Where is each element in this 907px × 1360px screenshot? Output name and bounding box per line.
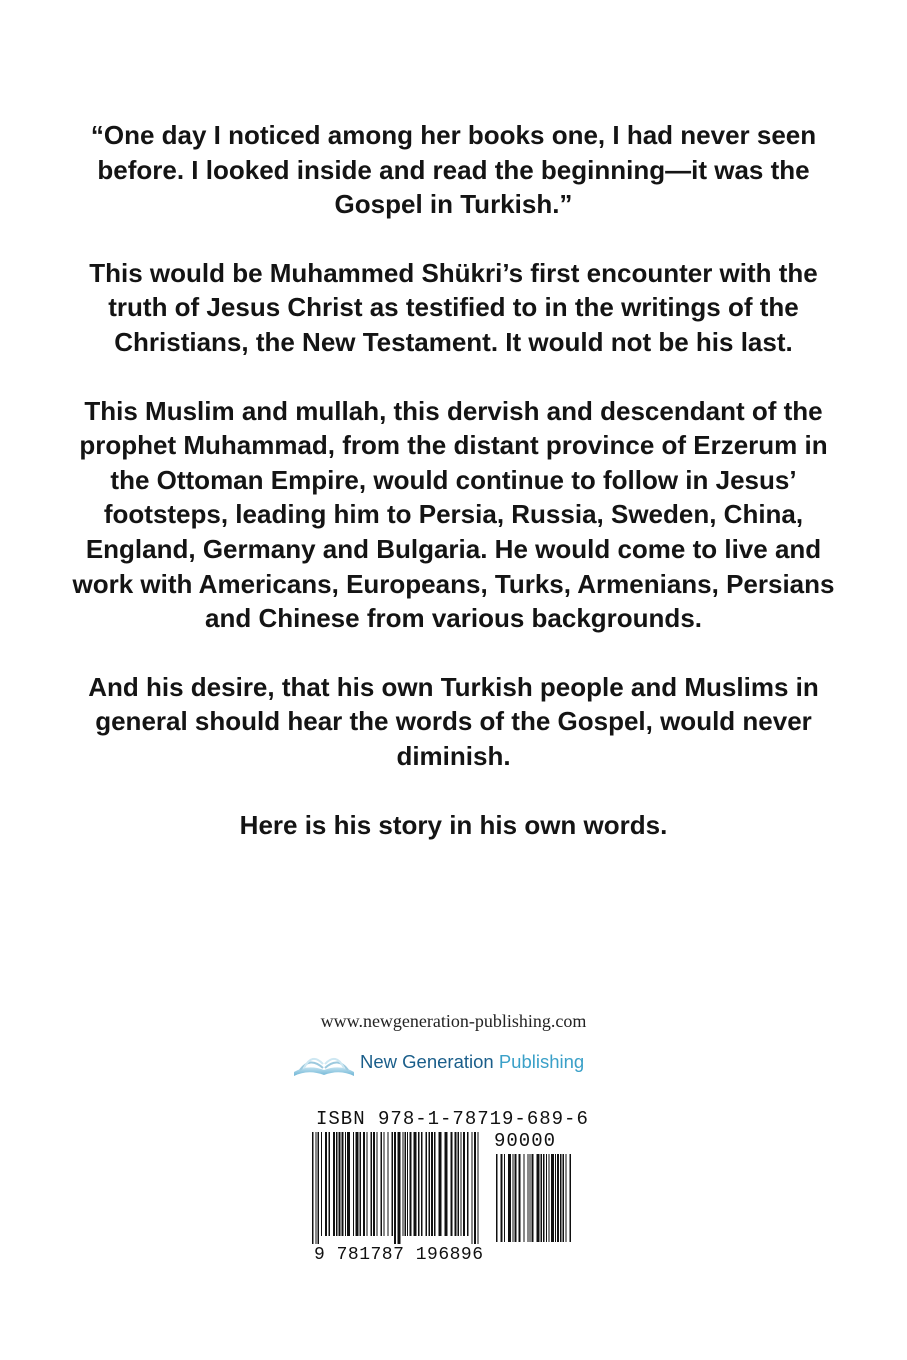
- barcode-bar: [467, 1132, 469, 1236]
- barcode-bar: [360, 1132, 362, 1236]
- barcode-bar: [381, 1132, 383, 1236]
- barcode-bar: [392, 1132, 394, 1236]
- barcode-bar: [367, 1132, 368, 1236]
- publisher-name-part2: Publishing: [498, 1051, 585, 1072]
- barcode-bar: [333, 1132, 335, 1236]
- blurb-paragraph-1: “One day I noticed among her books one, I had never seen before. I looked inside and read the beginning—it was the Gospel in Turkish.”: [90, 120, 817, 220]
- barcode-bar: [414, 1132, 417, 1236]
- barcode-bars: [306, 1108, 576, 1268]
- barcode-bar: [504, 1154, 505, 1242]
- barcode-bar: [528, 1154, 529, 1242]
- barcode-bar: [524, 1154, 525, 1242]
- back-cover-blurb: [70, 118, 837, 876]
- barcode-bar: [426, 1132, 428, 1236]
- publisher-url: www.newgeneration-publishing.com: [320, 1011, 587, 1031]
- barcode-bar: [439, 1132, 442, 1236]
- barcode-bar: [472, 1132, 473, 1244]
- barcode-bar: [530, 1154, 531, 1242]
- barcode-bar: [339, 1132, 341, 1236]
- barcode-bar: [496, 1154, 498, 1242]
- barcode-bar: [429, 1132, 431, 1236]
- barcode-bar: [418, 1132, 420, 1236]
- barcode-bar: [312, 1132, 314, 1244]
- barcode-bar: [407, 1132, 408, 1236]
- barcode-bar: [356, 1132, 359, 1236]
- barcode-bar: [353, 1132, 354, 1236]
- barcode-bar: [403, 1132, 404, 1236]
- barcode-bar: [570, 1154, 572, 1242]
- barcode-bar: [398, 1132, 401, 1244]
- barcode-bar: [325, 1132, 327, 1236]
- barcode-bar: [342, 1132, 344, 1236]
- barcode-bar: [458, 1132, 460, 1236]
- barcode-bar: [461, 1132, 462, 1236]
- barcode-bar: [541, 1154, 543, 1242]
- barcode-bar: [371, 1132, 373, 1236]
- barcode-bar: [515, 1154, 517, 1242]
- barcode-bar: [478, 1132, 479, 1244]
- barcode-bar: [336, 1132, 338, 1236]
- barcode-bar: [519, 1154, 521, 1242]
- ean-digits: 9 781787 196896: [314, 1245, 484, 1265]
- barcode-bar: [373, 1132, 375, 1236]
- ean-bars: [312, 1132, 479, 1244]
- publisher-logo: [290, 1042, 620, 1082]
- publisher-name-part1: New Generation: [360, 1051, 494, 1072]
- open-book-icon: [290, 1042, 358, 1082]
- barcode-bar: [560, 1154, 562, 1242]
- barcode-bar: [421, 1132, 423, 1236]
- barcode-bar: [405, 1132, 407, 1236]
- barcode-bar: [555, 1154, 556, 1242]
- blurb-paragraph-2: This would be Muhammed Shükri’s first encounter with the truth of Jesus Christ as testified to in the writings of the Christians, the New Testament. It would not be his last.: [89, 257, 818, 357]
- isbn-barcode: [306, 1108, 589, 1268]
- publisher-name: [360, 1051, 584, 1073]
- blurb-paragraph-4: And his desire, that his own Turkish people and Muslims in general should hear the words of the Gospel, would never diminish.: [88, 671, 819, 771]
- barcode-bar: [434, 1132, 436, 1236]
- barcode-bar: [563, 1154, 565, 1242]
- barcode-bar: [394, 1132, 396, 1244]
- barcode-bar: [347, 1132, 350, 1236]
- barcode-bar: [318, 1132, 320, 1244]
- barcode-bar: [532, 1154, 534, 1242]
- barcode-bar: [329, 1132, 331, 1236]
- barcode-bar: [463, 1132, 465, 1236]
- blurb-paragraph-5: Here is his story in his own words.: [239, 809, 668, 840]
- barcode-bar: [384, 1132, 385, 1236]
- barcode-bar: [546, 1154, 547, 1242]
- barcode-bar: [388, 1132, 389, 1236]
- barcode-bar: [543, 1154, 545, 1242]
- barcode-bar: [549, 1154, 550, 1242]
- barcode-bar: [321, 1132, 322, 1236]
- barcode-bar: [431, 1132, 433, 1236]
- barcode-bar: [474, 1132, 476, 1244]
- barcode-bar: [345, 1132, 346, 1236]
- barcode-bar: [377, 1132, 378, 1236]
- barcode-bar: [445, 1132, 448, 1236]
- barcode-bar: [537, 1154, 540, 1242]
- barcode-bar: [501, 1154, 503, 1242]
- barcode-bar: [557, 1154, 559, 1242]
- addon-bars: [496, 1154, 571, 1242]
- barcode-bar: [513, 1154, 514, 1242]
- barcode-bar: [451, 1132, 453, 1236]
- addon-code: 90000: [494, 1130, 557, 1152]
- barcode-bar: [566, 1154, 567, 1242]
- barcode-bar: [316, 1132, 317, 1244]
- blurb-paragraph-3: This Muslim and mullah, this dervish and descendant of the prophet Muhammad, from the distant province of Erzerum in the Ottoman Empire, would continue to follow in Jesus’ footsteps, leading him to Persia, Russia, Sweden, China, England, Germany and Bulgaria. He would come to live and work with Americans, Europeans, Turks, Armenians, Persians and Chinese from various backgrounds.: [72, 395, 835, 634]
- barcode-bar: [508, 1154, 511, 1242]
- barcode-bar: [363, 1132, 365, 1236]
- barcode-bar: [455, 1132, 457, 1236]
- barcode-bar: [551, 1154, 554, 1242]
- barcode-bar: [410, 1132, 412, 1236]
- isbn-text: ISBN 978-1-78719-689-6: [316, 1108, 589, 1130]
